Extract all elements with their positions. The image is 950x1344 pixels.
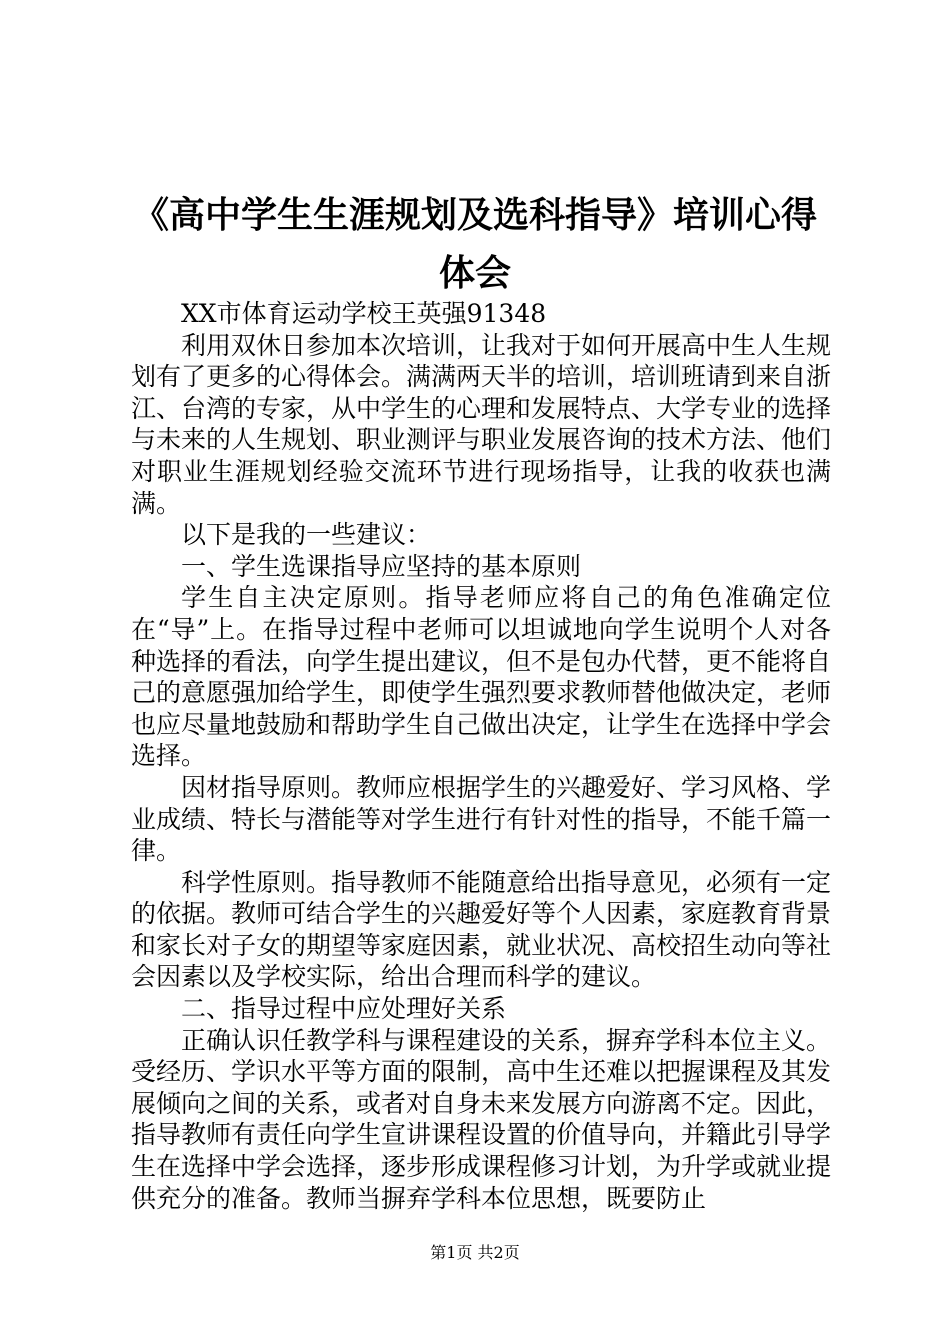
paragraph: 因材指导原则。教师应根据学生的兴趣爱好、学习风格、学业成绩、特长与潜能等对学生进行有针对性的指导，不能千篇一律。 [131, 772, 832, 866]
section-heading: 一、学生选课指导应坚持的基本原则 [181, 551, 582, 581]
page-number: 第1页 共2页 [430, 1243, 520, 1262]
document-body [131, 298, 831, 1214]
paragraph: 以下是我的一些建议： [181, 520, 432, 550]
paragraph: 利用双休日参加本次培训，让我对于如何开展高中生人生规划有了更多的心得体会。满满两天半的培训，培训班请到来自浙江、台湾的专家，从中学生的心理和发展特点、大学专业的选择与未来的人生规划、职业测评与职业发展咨询的技术方法、他们对职业生涯规划经验交流环节进行现场指导，让我的收获也满满。 [131, 330, 832, 518]
section-heading: 二、指导过程中应处理好关系 [181, 994, 507, 1024]
paragraph: 学生自主决定原则。指导老师应将自己的角色准确定位在“导”上。在指导过程中老师可以坦诚地向学生说明个人对各种选择的看法，向学生提出建议，但不是包办代替，更不能将自己的意愿强加给学生，即使学生强烈要求教师替他做决定，老师也应尽量地鼓励和帮助学生自己做出决定，让学生在选择中学会选择。 [131, 583, 832, 771]
author-line: XX市体育运动学校王英强91348 [181, 299, 547, 328]
document-title: 《高中学生生涯规划及选科指导》培训心得体会 [132, 194, 817, 294]
paragraph: 正确认识任教学科与课程建设的关系，摒弃学科本位主义。受经历、学识水平等方面的限制，高中生还难以把握课程及其发展倾向之间的关系，或者对自身未来发展方向游离不定。因此，指导教师有责任向学生宣讲课程设置的价值导向，并籍此引导学生在选择中学会选择，逐步形成课程修习计划，为升学或就业提供充分的准备。教师当摒弃学科本位思想，既要防止 [131, 1025, 832, 1213]
paragraph: 科学性原则。指导教师不能随意给出指导意见，必须有一定的依据。教师可结合学生的兴趣爱好等个人因素，家庭教育背景和家长对子女的期望等家庭因素，就业状况、高校招生动向等社会因素以及学校实际，给出合理而科学的建议。 [131, 867, 832, 992]
